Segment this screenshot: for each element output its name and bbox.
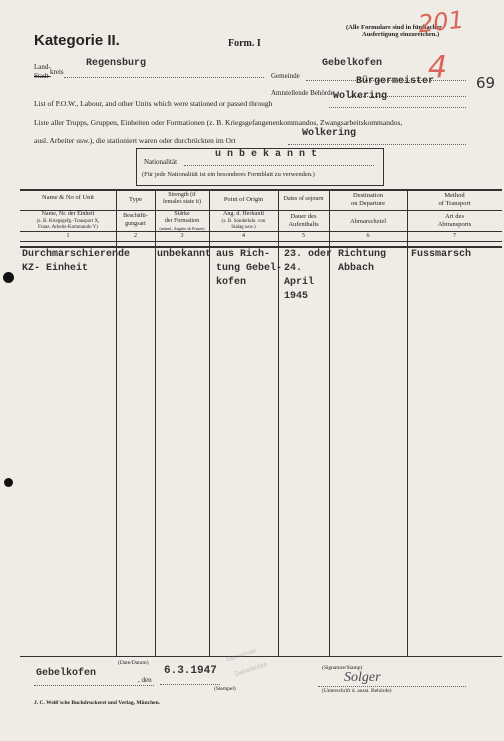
list-german-2: ausl. Arbeiter usw.), die stationiert waren oder durchrückten im Ort bbox=[34, 136, 236, 145]
behoerde-value: Bürgermeister bbox=[356, 76, 435, 87]
kreis-value: Regensburg bbox=[86, 58, 147, 69]
col1-num: 1 bbox=[66, 233, 70, 239]
row-dates-line2: 24. bbox=[284, 263, 303, 274]
row-origin-line1: aus Rich- bbox=[216, 249, 271, 260]
col2-de2: gungsart bbox=[125, 221, 146, 227]
col3-de2: der Formation bbox=[164, 218, 200, 224]
kreis-label: kreis bbox=[50, 68, 64, 76]
col7-en2: of Transport bbox=[438, 200, 471, 207]
category-title: Kategorie II. bbox=[34, 32, 120, 49]
row-transport: Fussmarsch bbox=[411, 249, 472, 260]
copies-note-1: (Alle Formulare sind in fünffacher bbox=[346, 24, 442, 31]
col2-num: 2 bbox=[134, 233, 137, 239]
col7-de: Art des bbox=[445, 213, 464, 220]
behoerde-label: Amtstellende Behörde bbox=[271, 89, 334, 97]
punch-hole-icon bbox=[4, 478, 13, 487]
col6-en2: on Departure bbox=[350, 200, 386, 207]
row-unit-line2: KZ- Einheit bbox=[22, 263, 89, 274]
stempel-label: (Stempel) bbox=[214, 686, 236, 692]
col1-en: Name & No of Unit bbox=[42, 194, 94, 201]
col1-de3: Franz. Arbeits-Kommando Y) bbox=[38, 225, 98, 230]
row-dates-line1: 23. oder bbox=[284, 249, 333, 260]
gemeinde-value: Gebelkofen bbox=[322, 58, 383, 69]
row-origin-line2: tung Gebel- bbox=[216, 263, 283, 274]
col5-en: Dates of sojourn bbox=[283, 196, 324, 202]
land-label: Land- bbox=[34, 63, 51, 71]
col4-de: Ang. d. Herkunft bbox=[223, 211, 264, 217]
row-dates-line3: April bbox=[284, 277, 315, 288]
row-unit-line1: Durchmarschierende bbox=[22, 249, 131, 260]
punch-hole-icon bbox=[3, 272, 14, 283]
row-destination-line1: Richtung bbox=[338, 249, 387, 260]
form-number: Form. I bbox=[228, 38, 261, 49]
handwritten-number: 201 bbox=[416, 5, 466, 39]
col4-en: Point of Origin bbox=[223, 196, 264, 203]
copies-note-2: Ausfertigung einzureichen.) bbox=[362, 31, 440, 38]
stadt-label: Stadt- bbox=[34, 72, 51, 80]
col6-en: Destination bbox=[353, 192, 383, 199]
nationality-label: Nationalität bbox=[144, 158, 178, 166]
col5-de2: Aufenthalts bbox=[288, 221, 319, 228]
row-origin-line3: kofen bbox=[216, 277, 247, 288]
row-destination-line2: Abbach bbox=[338, 263, 375, 274]
col6-de: Abmarschziel bbox=[349, 218, 387, 225]
col7-en: Method bbox=[444, 192, 465, 199]
col2-de: Beschäfti- bbox=[123, 213, 148, 219]
col4-de3: Stalag usw.) bbox=[231, 225, 256, 230]
list-german-value: Wolkering bbox=[302, 128, 357, 139]
official-stamp-line2: Gebelkofen bbox=[233, 660, 269, 679]
col4-num: 4 bbox=[242, 233, 245, 239]
nationality-value: u n b e k a n n t bbox=[215, 149, 318, 160]
col3-en2: females state it) bbox=[163, 199, 201, 205]
footer-den: , den bbox=[138, 676, 152, 684]
signature-label: (Signature/Stamp) bbox=[322, 665, 363, 671]
col2-en: Type bbox=[129, 196, 142, 203]
official-stamp-line1: Gemeinde bbox=[225, 647, 258, 664]
date-label: (Date/Datum) bbox=[118, 660, 149, 666]
list-english: List of P.O.W., Labour, and other Units which were stationed or passed through bbox=[34, 99, 273, 108]
col6-num: 6 bbox=[366, 233, 370, 239]
margin-number: 69 bbox=[476, 74, 496, 92]
col1-de2: (z. B. Kriegsgefg.-Transport X, bbox=[36, 219, 100, 224]
footer-place: Gebelkofen bbox=[36, 668, 97, 679]
signature: Solger bbox=[344, 670, 381, 685]
col3-en: Strength (if bbox=[168, 192, 196, 198]
col5-de: Dauer des bbox=[290, 213, 317, 220]
list-english-value: Wolkering bbox=[333, 91, 388, 102]
col3-num: 3 bbox=[180, 233, 184, 239]
col3-de: Stärke bbox=[174, 211, 190, 217]
nationality-note: (Für jede Nationalität ist ein besonderes Formblatt zu verwenden.) bbox=[142, 171, 315, 178]
red-handwritten-digit: 4 bbox=[428, 50, 448, 85]
col7-de2: Abtransports bbox=[437, 221, 472, 228]
list-german-1: Liste aller Trupps, Gruppen, Einheiten oder Formationen (z. B. Kriegsgefangenenkommandos, Zwangsarbeitskommandos, bbox=[34, 118, 403, 127]
unterschrift-label: (Unterschrift d. ausst. Behörde) bbox=[322, 688, 392, 694]
row-dates-line4: 1945 bbox=[284, 291, 309, 302]
col4-de2: (z. B. Sonderkdo. von bbox=[221, 219, 266, 224]
col1-de: Name, Nr. der Einheit bbox=[41, 211, 95, 217]
row-strength: unbekannt bbox=[157, 249, 212, 260]
col7-num: 7 bbox=[453, 233, 456, 239]
col3-de3: (männl., Angabe ob Frauen) bbox=[159, 226, 205, 231]
col5-num: 5 bbox=[302, 233, 305, 239]
printer-credit: J. C. Weiß'sche Buchdruckerei und Verlag, München. bbox=[34, 700, 161, 706]
footer-date: 6.3.1947 bbox=[164, 665, 217, 677]
gemeinde-label: Gemeinde bbox=[271, 72, 300, 80]
